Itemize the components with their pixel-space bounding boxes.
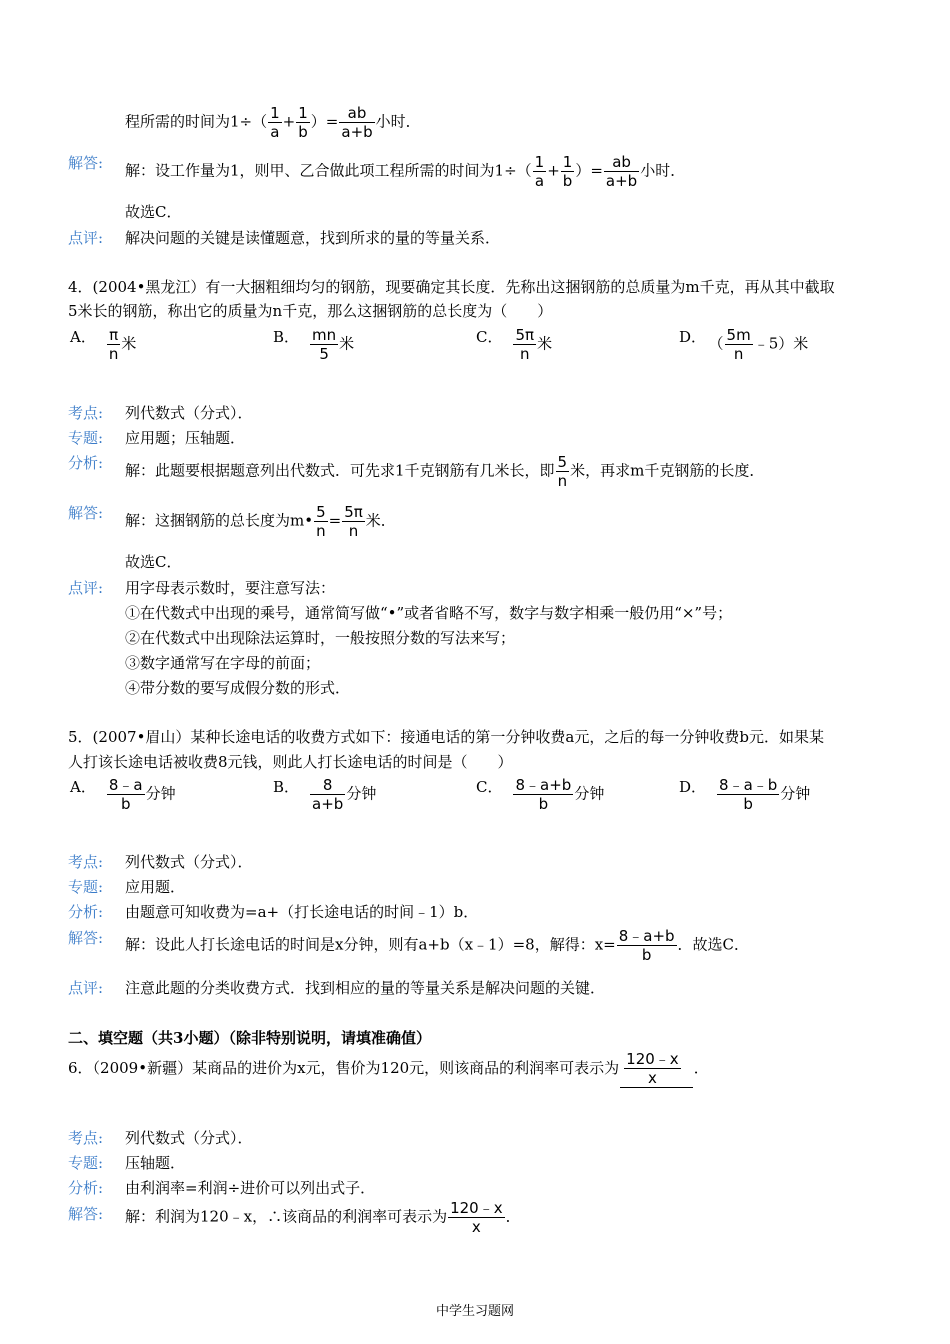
option-tail: ﹣5）米 — [753, 334, 809, 353]
frac-denominator: a — [270, 123, 280, 141]
q3-comment-label: 点评: — [68, 229, 104, 247]
q5-fx-label: 分析: — [68, 903, 104, 921]
frac-numerator: 5 — [557, 453, 568, 471]
frac-denominator: a+b — [312, 795, 344, 813]
frac-numerator: 8 — [310, 776, 345, 795]
frac-denominator: b — [120, 795, 131, 813]
plus: + — [547, 161, 560, 180]
option-letter: C． — [476, 778, 503, 796]
q4-zt-label: 专题: — [68, 429, 104, 447]
q5-option-c-frac — [513, 776, 573, 813]
frac-denominator: a — [534, 172, 545, 190]
q5-option-d[interactable] — [679, 776, 810, 813]
close: ）= — [310, 112, 339, 131]
q4-option-c[interactable] — [476, 326, 552, 363]
frac-denominator: n — [108, 345, 119, 363]
frac-denominator: b — [298, 123, 308, 141]
q5-kd: 列代数式（分式）． — [125, 853, 253, 871]
frac-numerator: 5 — [316, 503, 326, 521]
q4-choice: 故选C． — [125, 553, 182, 571]
q4-fx-line — [125, 453, 764, 490]
frac-denominator: a+b — [605, 172, 638, 190]
q5-jd-frac — [617, 927, 677, 964]
frac-numerator: 1 — [562, 153, 573, 171]
option-unit: 分钟 — [780, 784, 811, 803]
q3-answer-post: 小时． — [640, 161, 686, 180]
frac-numerator: ab — [604, 153, 639, 172]
q5-kd-label: 考点: — [68, 853, 104, 871]
frac-denominator: n — [557, 472, 568, 490]
q3-tail-pre: 程所需的时间为1÷（ — [125, 112, 268, 131]
q4-option-a[interactable] — [70, 326, 136, 363]
q5-option-d-frac — [717, 776, 779, 813]
q6-stem-line — [68, 1050, 709, 1088]
plus: + — [282, 112, 296, 131]
q4-jd-post: 米． — [365, 511, 396, 530]
option-letter: D． — [679, 328, 707, 346]
q4-dp-5: ④带分数的要写成假分数的形式． — [125, 679, 351, 697]
q3-tail-frac1 — [268, 104, 282, 141]
frac-denominator: n — [348, 522, 359, 540]
q5-jd-post: ．故选C． — [677, 935, 750, 954]
frac-numerator: 1 — [534, 153, 545, 171]
q4-fx-post: 米，再求m千克钢筋的长度． — [570, 461, 765, 480]
frac-numerator: π — [107, 326, 121, 345]
q3-answer-label: 解答: — [68, 154, 104, 172]
option-letter: B． — [273, 328, 300, 346]
page-footer: 中学生习题网 — [435, 1304, 514, 1319]
q6-answer-blank — [620, 1050, 693, 1088]
option-unit: 分钟 — [145, 784, 176, 803]
q5-option-c[interactable] — [476, 776, 604, 813]
q4-kd: 列代数式（分式）． — [125, 404, 253, 422]
q5-zt: 应用题． — [125, 878, 186, 896]
q4-jd-frac2 — [342, 503, 365, 540]
q4-option-c-frac — [513, 326, 536, 363]
q6-stem-post: ． — [693, 1059, 709, 1077]
q5-dp-label: 点评: — [68, 979, 104, 997]
frac-numerator: ab — [339, 104, 374, 123]
q5-jd-line — [125, 927, 749, 964]
q4-jd-label: 解答: — [68, 504, 104, 522]
frac-numerator: 120﹣x — [450, 1199, 503, 1217]
option-open-paren: （ — [716, 334, 724, 353]
q3-answer-pre: 解：设工作量为1，则甲、乙合做此项工程所需的时间为1÷（ — [125, 161, 532, 180]
q5-zt-label: 专题: — [68, 878, 104, 896]
frac-numerator: 8﹣a+b — [618, 927, 675, 945]
q3-answer-frac3 — [604, 153, 639, 190]
q4-stem-line1: 4．(2004•黑龙江）有一大捆粗细均匀的钢筋，现要确定其长度．先称出这捆钢筋的总质量为m千克，再从其中截取 — [68, 278, 835, 296]
option-letter: B． — [273, 778, 300, 796]
q5-option-a-frac — [107, 776, 145, 813]
q6-fx: 由利润率=利润÷进价可以列出式子． — [125, 1179, 376, 1197]
q4-fx-pre: 解：此题要根据题意列出代数式．可先求1千克钢筋有几米长，即 — [125, 461, 555, 480]
frac-denominator: n — [733, 345, 744, 363]
q3-tail-frac3 — [339, 104, 374, 141]
q5-jd-label: 解答: — [68, 929, 104, 947]
frac-numerator: 5π — [515, 326, 535, 344]
q4-fx-frac — [556, 453, 570, 490]
frac-numerator: 120﹣x — [626, 1050, 679, 1068]
q6-kd: 列代数式（分式）． — [125, 1129, 253, 1147]
q3-choice: 故选C． — [125, 203, 182, 221]
q3-comment: 解决问题的关键是读懂题意，找到所求的量的等量关系． — [125, 229, 501, 247]
q5-option-b[interactable] — [273, 776, 376, 813]
q5-option-a[interactable] — [70, 776, 176, 813]
q6-zt-label: 专题: — [68, 1154, 104, 1172]
option-letter: A． — [70, 328, 96, 346]
q3-answer-frac2 — [561, 153, 575, 190]
frac-denominator: b — [641, 946, 652, 964]
frac-denominator: b — [743, 795, 753, 813]
q6-jd-post: ． — [505, 1207, 521, 1226]
q4-zt: 应用题；压轴题． — [125, 429, 246, 447]
q6-kd-label: 考点: — [68, 1129, 104, 1147]
option-letter: C． — [476, 328, 503, 346]
q4-option-b[interactable] — [273, 326, 354, 363]
q5-option-b-frac — [310, 776, 345, 813]
option-unit: 分钟 — [574, 784, 605, 803]
frac-denominator: x — [647, 1069, 657, 1087]
frac-denominator: b — [538, 795, 549, 813]
q4-jd-frac1 — [314, 503, 328, 540]
q3-answer-line — [125, 153, 685, 190]
q4-dp-4: ③数字通常写在字母的前面； — [125, 654, 321, 672]
q4-dp-2: ①在代数式中出现的乘号，通常简写做“•”或者省略不写，数字与数字相乘一般仍用“×”号； — [125, 604, 733, 622]
q5-stem-line2: 人打该长途电话被收费8元钱，则此人打长途电话的时间是（ ） — [68, 753, 513, 771]
q3-tail-line — [125, 104, 421, 141]
frac-numerator: 8﹣a﹣b — [719, 776, 778, 794]
q3-tail-frac2 — [296, 104, 310, 141]
q6-jd-pre: 解：利润为120﹣x，∴该商品的利润率可表示为 — [125, 1207, 448, 1226]
q6-jd-label: 解答: — [68, 1205, 104, 1223]
frac-denominator: b — [562, 172, 573, 190]
option-unit: 米 — [537, 334, 553, 353]
q6-jd-frac — [448, 1199, 505, 1236]
option-letter: A． — [70, 778, 96, 796]
q5-jd-pre: 解：设此人打长途电话的时间是x分钟，则有a+b（x﹣1）=8，解得：x= — [125, 935, 616, 954]
q4-kd-label: 考点: — [68, 404, 104, 422]
q4-fx-label: 分析: — [68, 454, 104, 472]
q5-fx: 由题意可知收费为=a+（打长途电话的时间﹣1）b． — [125, 903, 479, 921]
q4-jd-line — [125, 503, 396, 540]
frac-denominator: x — [471, 1218, 481, 1236]
option-unit: 米 — [339, 334, 355, 353]
q4-option-d[interactable] — [679, 326, 808, 363]
option-unit: 分钟 — [346, 784, 377, 803]
equals: = — [328, 511, 342, 530]
frac-denominator: 5 — [319, 345, 329, 363]
q4-dp-label: 点评: — [68, 579, 104, 597]
q4-jd-pre: 解：这捆钢筋的总长度为m• — [125, 511, 314, 530]
frac-numerator: 5m — [726, 326, 751, 344]
frac-numerator: mn — [312, 326, 337, 344]
q3-tail-post: 小时． — [375, 112, 421, 131]
section-2-title: 二、填空题（共3小题）（除非特别说明，请填准确值） — [68, 1029, 431, 1047]
q4-dp-1: 用字母表示数时，要注意写法： — [125, 579, 336, 597]
frac-numerator: 5π — [344, 503, 363, 521]
q4-stem-line2: 5米长的钢筋，称出它的质量为n千克，那么这捆钢筋的总长度为（ ） — [68, 302, 553, 320]
q4-option-d-frac — [725, 326, 753, 363]
frac-denominator: n — [316, 522, 326, 540]
q5-stem-line1: 5．(2007•眉山）某种长途电话的收费方式如下：接通电话的第一分钟收费a元，之后的每一分钟收费b元．如果某 — [68, 728, 824, 746]
close: ）= — [575, 161, 603, 180]
q4-option-a-frac — [107, 326, 121, 363]
frac-denominator: a+b — [341, 123, 373, 141]
frac-numerator: 1 — [270, 104, 280, 122]
q4-option-b-frac — [310, 326, 338, 363]
q6-fx-label: 分析: — [68, 1179, 104, 1197]
frac-numerator: 1 — [298, 104, 308, 122]
q5-dp: 注意此题的分类收费方式．找到相应的量的等量关系是解决问题的关键． — [125, 979, 606, 997]
q6-zt: 压轴题． — [125, 1154, 186, 1172]
q6-jd-line — [125, 1199, 521, 1236]
q4-dp-3: ②在代数式中出现除法运算时，一般按照分数的写法来写； — [125, 629, 516, 647]
frac-numerator: 8﹣a+b — [515, 776, 572, 794]
option-letter: D． — [679, 778, 707, 796]
option-unit: 米 — [121, 334, 137, 353]
q3-answer-frac1 — [533, 153, 547, 190]
frac-numerator: 8﹣a — [108, 776, 143, 794]
q6-stem-pre: 6．（2009•新疆）某商品的进价为x元，售价为120元，则该商品的利润率可表示为 — [68, 1059, 620, 1077]
frac-denominator: n — [520, 345, 530, 363]
